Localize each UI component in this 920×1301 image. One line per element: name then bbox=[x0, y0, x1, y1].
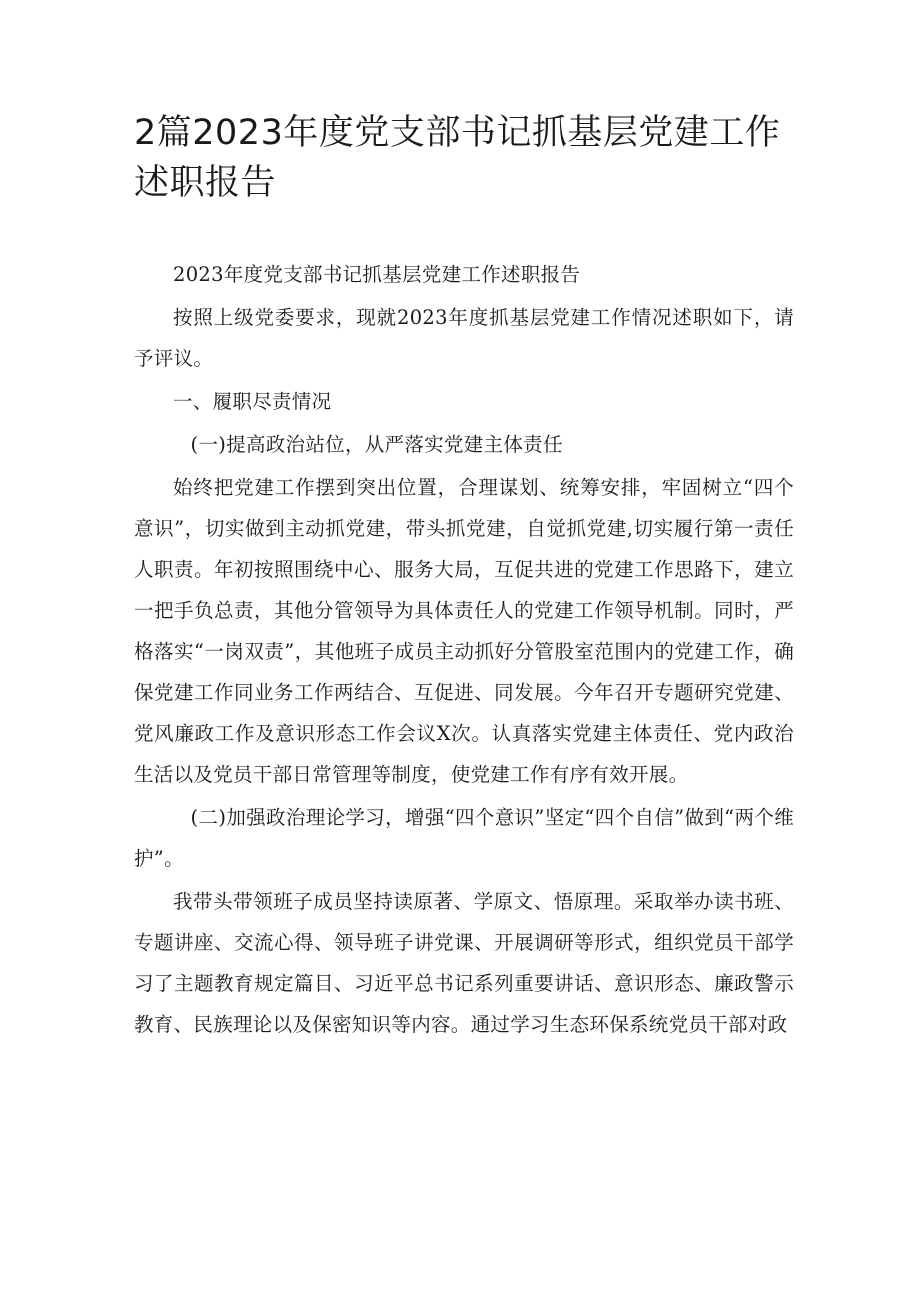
body-paragraph-1: 始终把党建工作摆到突出位置，合理谋划、统筹安排，牢固树立“四个意识”，切实做到主动抓党建，带头抓党建，自觉抓党建,切实履行第一责任人职责。年初按照围绕中心、服务大局，互促共进的党建工作思路下，建立一把手负总责，其他分管领导为具体责任人的党建工作领导机制。同时，严格落实“一岗双责”，其他班子成员主动抓好分管股室范围内的党建工作，确保党建工作同业务工作两结合、互促进、同发展。今年召开专题研究党建、党风廉政工作及意识形态工作会议X次。认真落实党建主体责任、党内政治生活以及党员干部日常管理等制度，使党建工作有序有效开展。 bbox=[134, 476, 794, 786]
document-body bbox=[134, 254, 794, 1045]
subsection-heading-1: (一)提高政治站位，从严落实党建主体责任 bbox=[190, 433, 563, 456]
document-title: 2篇2023年度党支部书记抓基层党建工作述职报告 bbox=[134, 113, 781, 203]
section-heading-1: 一、履职尽责情况 bbox=[173, 390, 332, 413]
report-subtitle: 2023年度党支部书记抓基层党建工作述职报告 bbox=[173, 263, 581, 286]
intro-paragraph: 按照上级党委要求，现就2023年度抓基层党建工作情况述职如下，请予评议。 bbox=[134, 306, 794, 370]
subsection-heading-2: (二)加强政治理论学习，增强“四个意识”坚定“四个自信”做到“两个维护”。 bbox=[134, 806, 794, 870]
body-paragraph-2: 我带头带领班子成员坚持读原著、学原文、悟原理。采取举办读书班、专题讲座、交流心得、领导班子讲党课、开展调研等形式，组织党员干部学习了主题教育规定篇目、习近平总书记系列重要讲话、意识形态、廉政警示教育、民族理论以及保密知识等内容。通过学习生态环保系统党员干部对政 bbox=[134, 890, 794, 1036]
